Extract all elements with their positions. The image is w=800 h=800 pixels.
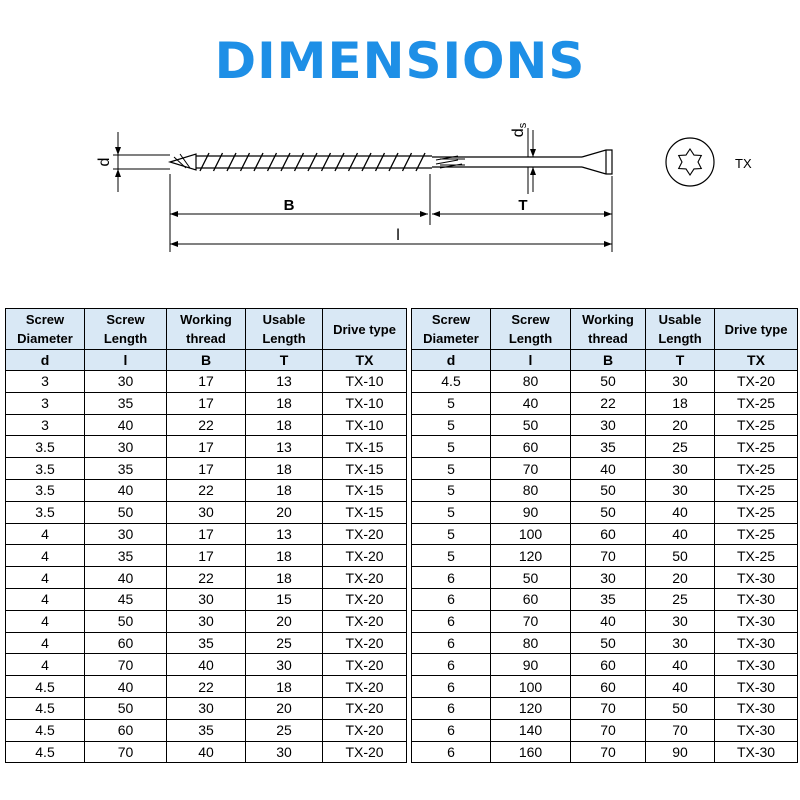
table-cell: 25 (646, 436, 715, 458)
table-cell: 70 (571, 719, 646, 741)
column-symbol-right-0: d (412, 350, 491, 371)
table-cell: 6 (412, 697, 491, 719)
table-cell: 35 (85, 392, 167, 414)
table-cell: 160 (491, 741, 571, 763)
table-cell: 22 (167, 676, 246, 698)
table-cell: 17 (167, 458, 246, 480)
table-cell: TX-20 (323, 654, 407, 676)
table-cell: 60 (571, 654, 646, 676)
table-cell: 3 (6, 371, 85, 393)
table-row (6, 501, 798, 523)
table-cell: 22 (167, 479, 246, 501)
column-symbol-left-1: l (85, 350, 167, 371)
table-cell: TX-30 (715, 676, 798, 698)
page-title: DIMENSIONS (214, 32, 586, 90)
table-cell: 35 (85, 458, 167, 480)
table-cell: 60 (571, 523, 646, 545)
table-cell: TX-20 (323, 610, 407, 632)
table-cell: TX-30 (715, 697, 798, 719)
table-cell: 6 (412, 741, 491, 763)
table-cell: TX-25 (715, 545, 798, 567)
table-cell: 100 (491, 676, 571, 698)
table-cell: 22 (167, 414, 246, 436)
table-cell: 30 (167, 501, 246, 523)
table-cell: 35 (167, 719, 246, 741)
table-cell: 18 (246, 458, 323, 480)
table-cell: 70 (491, 610, 571, 632)
table-cell: TX-30 (715, 610, 798, 632)
table-cell: 15 (246, 588, 323, 610)
table-cell: TX-10 (323, 414, 407, 436)
column-symbol-left-0: d (6, 350, 85, 371)
table-cell: 40 (85, 676, 167, 698)
table-cell: 60 (85, 632, 167, 654)
table-row (6, 458, 798, 480)
table-symbol-row (6, 350, 798, 371)
table-cell: 70 (571, 697, 646, 719)
table-cell: 18 (246, 676, 323, 698)
table-row (6, 479, 798, 501)
dimensions-table (5, 308, 798, 763)
table-cell: 70 (646, 719, 715, 741)
table-cell: 70 (571, 741, 646, 763)
table-cell: 30 (571, 567, 646, 589)
table-cell: TX-20 (323, 632, 407, 654)
table-cell: 40 (85, 567, 167, 589)
table-cell: 70 (491, 458, 571, 480)
table-cell: 5 (412, 392, 491, 414)
screw-dimension-drawing (0, 110, 800, 260)
table-cell: 120 (491, 697, 571, 719)
table-row (6, 414, 798, 436)
table-cell: 120 (491, 545, 571, 567)
table-cell: 100 (491, 523, 571, 545)
table-row (6, 654, 798, 676)
table-cell: 30 (167, 610, 246, 632)
table-cell: TX-20 (323, 676, 407, 698)
label-ds: ds (510, 122, 529, 138)
table-cell: 35 (85, 545, 167, 567)
table-cell: 25 (646, 588, 715, 610)
table-cell: 5 (412, 414, 491, 436)
column-symbol-left-2: B (167, 350, 246, 371)
column-header-right-0: Screw Diameter (412, 309, 491, 350)
table-cell: 70 (85, 741, 167, 763)
table-cell: 6 (412, 676, 491, 698)
column-symbol-right-4: TX (715, 350, 798, 371)
table-cell: 13 (246, 523, 323, 545)
table-cell: 18 (246, 392, 323, 414)
table-row (6, 588, 798, 610)
table-cell: 35 (571, 588, 646, 610)
table-cell: 60 (85, 719, 167, 741)
table-cell: 18 (646, 392, 715, 414)
table-cell: 60 (571, 676, 646, 698)
table-cell: 17 (167, 436, 246, 458)
table-cell: 4 (6, 545, 85, 567)
table-cell: TX-25 (715, 501, 798, 523)
table-cell: 90 (646, 741, 715, 763)
column-header-right-4: Drive type (715, 309, 798, 350)
table-cell: 6 (412, 654, 491, 676)
column-header-right-3: Usable Length (646, 309, 715, 350)
table-cell: TX-30 (715, 588, 798, 610)
table-cell: TX-15 (323, 479, 407, 501)
table-row (6, 567, 798, 589)
table-row (6, 610, 798, 632)
table-row (6, 741, 798, 763)
table-cell: 140 (491, 719, 571, 741)
table-cell: TX-20 (323, 741, 407, 763)
table-cell: 50 (571, 632, 646, 654)
column-header-left-4: Drive type (323, 309, 407, 350)
table-cell: 40 (85, 479, 167, 501)
table-row (6, 676, 798, 698)
table-cell: TX-15 (323, 436, 407, 458)
table-cell: 30 (571, 414, 646, 436)
table-cell: 60 (491, 588, 571, 610)
table-cell: TX-20 (323, 545, 407, 567)
table-cell: 70 (85, 654, 167, 676)
table-cell: TX-20 (715, 371, 798, 393)
table-cell: TX-30 (715, 567, 798, 589)
table-cell: TX-25 (715, 436, 798, 458)
table-row (6, 523, 798, 545)
torx-drive-icon (666, 138, 714, 186)
label-b: B (283, 197, 295, 214)
table-cell: 50 (85, 697, 167, 719)
table-cell: 18 (246, 567, 323, 589)
column-header-left-2: Working thread (167, 309, 246, 350)
table-cell: 17 (167, 392, 246, 414)
table-cell: 5 (412, 545, 491, 567)
table-cell: 3.5 (6, 458, 85, 480)
table-cell: 25 (246, 719, 323, 741)
table-cell: 30 (646, 371, 715, 393)
table-row (6, 392, 798, 414)
table-cell: 18 (246, 545, 323, 567)
table-cell: 35 (167, 632, 246, 654)
table-cell: 17 (167, 371, 246, 393)
table-cell: 22 (571, 392, 646, 414)
table-cell: 30 (646, 610, 715, 632)
table-row (6, 719, 798, 741)
table-cell: 18 (246, 479, 323, 501)
table-cell: 90 (491, 654, 571, 676)
table-cell: 50 (571, 371, 646, 393)
column-header-left-1: Screw Length (85, 309, 167, 350)
table-cell: 4 (6, 632, 85, 654)
table-row (6, 697, 798, 719)
column-header-right-2: Working thread (571, 309, 646, 350)
table-cell: 30 (167, 697, 246, 719)
table-cell: TX-20 (323, 523, 407, 545)
table-cell: 40 (571, 610, 646, 632)
table-header-row (6, 309, 798, 350)
table-cell: 80 (491, 632, 571, 654)
table-cell: 40 (646, 523, 715, 545)
table-cell: 4 (6, 654, 85, 676)
table-cell: 50 (571, 501, 646, 523)
table-cell: 3 (6, 392, 85, 414)
table-cell: 50 (491, 567, 571, 589)
table-cell: 50 (646, 697, 715, 719)
table-cell: 40 (646, 676, 715, 698)
table-cell: 5 (412, 523, 491, 545)
table-cell: 22 (167, 567, 246, 589)
column-symbol-right-2: B (571, 350, 646, 371)
table-cell: 40 (646, 654, 715, 676)
table-cell: 3.5 (6, 479, 85, 501)
table-cell: 13 (246, 371, 323, 393)
table-cell: TX-25 (715, 392, 798, 414)
table-cell: 4.5 (412, 371, 491, 393)
column-header-right-1: Screw Length (491, 309, 571, 350)
table-row (6, 632, 798, 654)
table-cell: 45 (85, 588, 167, 610)
table-cell: 3 (6, 414, 85, 436)
table-cell: 3.5 (6, 436, 85, 458)
table-cell: 3.5 (6, 501, 85, 523)
table-cell: 5 (412, 436, 491, 458)
table-cell: TX-25 (715, 414, 798, 436)
dimension-b-t (170, 174, 612, 252)
column-header-left-0: Screw Diameter (6, 309, 85, 350)
table-cell: 5 (412, 479, 491, 501)
table-cell: 50 (491, 414, 571, 436)
table-cell: 40 (85, 414, 167, 436)
table-cell: 4 (6, 567, 85, 589)
table-cell: 13 (246, 436, 323, 458)
table-cell: TX-25 (715, 523, 798, 545)
table-cell: 70 (571, 545, 646, 567)
table-cell: TX-10 (323, 371, 407, 393)
table-cell: 40 (571, 458, 646, 480)
table-cell: 4 (6, 523, 85, 545)
label-d: d (96, 157, 113, 167)
table-cell: 17 (167, 545, 246, 567)
table-cell: 40 (491, 392, 571, 414)
table-cell: 30 (646, 632, 715, 654)
column-symbol-left-3: T (246, 350, 323, 371)
table-cell: 30 (85, 371, 167, 393)
label-l: l (396, 227, 400, 244)
table-cell: 4 (6, 610, 85, 632)
table-cell: TX-30 (715, 632, 798, 654)
table-cell: 30 (85, 523, 167, 545)
table-cell: 25 (246, 632, 323, 654)
table-cell: 20 (246, 610, 323, 632)
table-row (6, 436, 798, 458)
table-cell: 30 (646, 458, 715, 480)
table-cell: TX-30 (715, 654, 798, 676)
table-cell: 4.5 (6, 741, 85, 763)
table-cell: 40 (167, 654, 246, 676)
table-cell: TX-20 (323, 719, 407, 741)
dimension-ds (528, 128, 533, 194)
table-cell: 18 (246, 414, 323, 436)
table-cell: 35 (571, 436, 646, 458)
table-cell: 60 (491, 436, 571, 458)
table-cell: 6 (412, 588, 491, 610)
table-cell: 50 (85, 501, 167, 523)
table-cell: 30 (85, 436, 167, 458)
column-symbol-left-4: TX (323, 350, 407, 371)
table-cell: 30 (167, 588, 246, 610)
table-cell: TX-20 (323, 697, 407, 719)
table-cell: 40 (646, 501, 715, 523)
table-cell: 20 (646, 414, 715, 436)
table-row (6, 371, 798, 393)
table-cell: 4.5 (6, 697, 85, 719)
table-cell: 4 (6, 588, 85, 610)
table-cell: 30 (246, 741, 323, 763)
table-cell: 80 (491, 479, 571, 501)
table-cell: TX-25 (715, 458, 798, 480)
table-cell: 4.5 (6, 676, 85, 698)
table-cell: 6 (412, 610, 491, 632)
table-cell: 6 (412, 567, 491, 589)
table-cell: 50 (646, 545, 715, 567)
table-cell: TX-30 (715, 741, 798, 763)
table-cell: 17 (167, 523, 246, 545)
label-t: T (518, 197, 528, 214)
table-row (6, 545, 798, 567)
table-cell: 5 (412, 501, 491, 523)
table-cell: 6 (412, 719, 491, 741)
table-cell: TX-10 (323, 392, 407, 414)
column-symbol-right-1: l (491, 350, 571, 371)
table-cell: 20 (646, 567, 715, 589)
table-cell: 6 (412, 632, 491, 654)
table-cell: 30 (246, 654, 323, 676)
dimension-d (113, 132, 170, 192)
table-cell: 40 (167, 741, 246, 763)
drive-type-label: TX (735, 156, 752, 171)
table-cell: 4.5 (6, 719, 85, 741)
column-header-left-3: Usable Length (246, 309, 323, 350)
table-cell: 90 (491, 501, 571, 523)
table-cell: 20 (246, 501, 323, 523)
table-cell: 50 (571, 479, 646, 501)
table-cell: TX-20 (323, 588, 407, 610)
table-cell: TX-20 (323, 567, 407, 589)
table-cell: 80 (491, 371, 571, 393)
table-cell: 30 (646, 479, 715, 501)
table-cell: 5 (412, 458, 491, 480)
screw-illustration (170, 150, 612, 174)
table-cell: TX-30 (715, 719, 798, 741)
table-cell: TX-15 (323, 458, 407, 480)
table-cell: TX-25 (715, 479, 798, 501)
table-cell: TX-15 (323, 501, 407, 523)
column-symbol-right-3: T (646, 350, 715, 371)
table-cell: 20 (246, 697, 323, 719)
table-cell: 50 (85, 610, 167, 632)
